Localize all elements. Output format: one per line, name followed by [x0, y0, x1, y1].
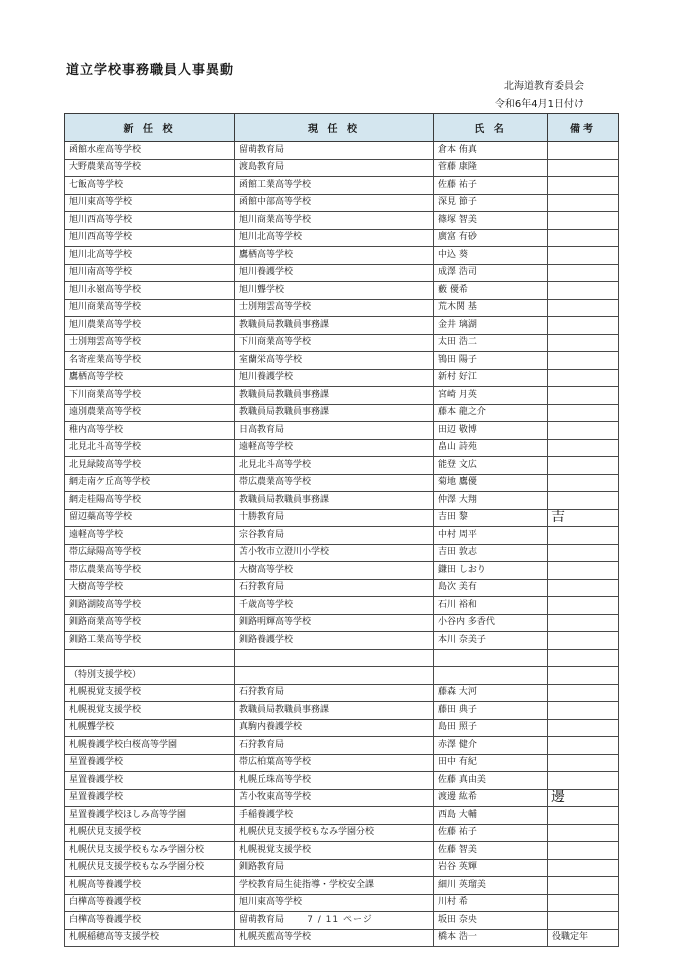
cell-new-school: 遠別農業高等学校 [65, 404, 235, 422]
cell-name: 石川 裕和 [434, 597, 548, 615]
cell-current-school: 千歳高等学校 [235, 597, 434, 615]
cell-name: 川村 希 [434, 894, 548, 912]
cell-name: 赤澤 健介 [434, 737, 548, 755]
table-row [65, 439, 619, 457]
table-row [65, 649, 619, 667]
personnel-table [64, 113, 619, 947]
table-row [65, 212, 619, 230]
cell-current-school: 下川商業高等学校 [235, 334, 434, 352]
table-row [65, 317, 619, 335]
table-row [65, 527, 619, 545]
cell-current-school: 宗谷教育局 [235, 527, 434, 545]
cell-name: 深見 節子 [434, 194, 548, 212]
table-row [65, 264, 619, 282]
cell-name: 菊地 鷹優 [434, 474, 548, 492]
header-new-school: 新 任 校 [65, 114, 235, 142]
table-row [65, 737, 619, 755]
cell-note [548, 737, 619, 755]
table-row [65, 282, 619, 300]
cell-current-school: 学校教育局生徒指導・学校安全課 [235, 877, 434, 895]
cell-note: 吉 [548, 509, 619, 527]
table-row [65, 824, 619, 842]
cell-note: 役職定年 [548, 929, 619, 947]
cell-new-school: 大野農業高等学校 [65, 159, 235, 177]
table-row [65, 457, 619, 475]
cell-note [548, 387, 619, 405]
cell-current-school: 釧路明輝高等学校 [235, 614, 434, 632]
cell-current-school: 釧路養護学校 [235, 632, 434, 650]
table-row [65, 929, 619, 947]
cell-note [548, 894, 619, 912]
table-row [65, 754, 619, 772]
table-row [65, 387, 619, 405]
cell-new-school: 旭川東高等学校 [65, 194, 235, 212]
cell-note [548, 877, 619, 895]
table-body [65, 142, 619, 947]
cell-current-school: 手稲養護学校 [235, 807, 434, 825]
table-row [65, 877, 619, 895]
cell-name: 橋本 浩一 [434, 929, 548, 947]
cell-name [434, 649, 548, 667]
table-row [65, 369, 619, 387]
table-row [65, 159, 619, 177]
cell-name: 藤森 大河 [434, 684, 548, 702]
cell-new-school: 函館水産高等学校 [65, 142, 235, 160]
cell-name: 廣富 有砂 [434, 229, 548, 247]
cell-new-school: 大樹高等学校 [65, 579, 235, 597]
cell-note [548, 474, 619, 492]
cell-new-school: 留辺蘂高等学校 [65, 509, 235, 527]
cell-note [548, 177, 619, 195]
table-row [65, 229, 619, 247]
cell-current-school: 函館工業高等学校 [235, 177, 434, 195]
cell-note: 邊 [548, 789, 619, 807]
cell-note [548, 649, 619, 667]
cell-name: 佐藤 真由美 [434, 772, 548, 790]
cell-new-school: 士別翔雲高等学校 [65, 334, 235, 352]
cell-name: 中村 周平 [434, 527, 548, 545]
cell-current-school: 石狩教育局 [235, 737, 434, 755]
table-row [65, 579, 619, 597]
table-header-row [65, 114, 619, 142]
table-row [65, 807, 619, 825]
cell-current-school: 札幌視覚支援学校 [235, 842, 434, 860]
table-row [65, 142, 619, 160]
cell-current-school: 大樹高等学校 [235, 562, 434, 580]
cell-note [548, 492, 619, 510]
cell-note [548, 194, 619, 212]
cell-current-school: 士別翔雲高等学校 [235, 299, 434, 317]
cell-new-school: （特別支援学校） [65, 667, 235, 685]
cell-new-school: 北見北斗高等学校 [65, 439, 235, 457]
cell-name: 宮崎 月英 [434, 387, 548, 405]
cell-new-school: 札幌高等養護学校 [65, 877, 235, 895]
table-row [65, 789, 619, 807]
table-row [65, 632, 619, 650]
cell-current-school: 渡島教育局 [235, 159, 434, 177]
cell-current-school: 石狩教育局 [235, 684, 434, 702]
cell-name: 渡邊 紘希 [434, 789, 548, 807]
cell-new-school: 星置養護学校 [65, 789, 235, 807]
cell-name: 吉田 敦志 [434, 544, 548, 562]
cell-name: 坂田 奈央 [434, 912, 548, 930]
table-row [65, 684, 619, 702]
table-row [65, 492, 619, 510]
cell-name: 田中 有紀 [434, 754, 548, 772]
table-row [65, 404, 619, 422]
cell-new-school: 白樺高等養護学校 [65, 894, 235, 912]
cell-current-school: 教職員局教職員事務課 [235, 404, 434, 422]
cell-current-school: 石狩教育局 [235, 579, 434, 597]
cell-current-school: 留萌教育局 [235, 142, 434, 160]
cell-new-school: 旭川西高等学校 [65, 229, 235, 247]
cell-note [548, 824, 619, 842]
cell-new-school: 旭川農業高等学校 [65, 317, 235, 335]
cell-name [434, 667, 548, 685]
cell-note [548, 369, 619, 387]
cell-new-school: 名寄産業高等学校 [65, 352, 235, 370]
cell-current-school: 教職員局教職員事務課 [235, 702, 434, 720]
table-row [65, 334, 619, 352]
cell-name: 成澤 浩司 [434, 264, 548, 282]
cell-note [548, 859, 619, 877]
cell-new-school: 旭川西高等学校 [65, 212, 235, 230]
cell-name: 能登 文広 [434, 457, 548, 475]
cell-note [548, 247, 619, 265]
table-row [65, 597, 619, 615]
cell-current-school: 日高教育局 [235, 422, 434, 440]
cell-current-school [235, 649, 434, 667]
cell-current-school: 北見北斗高等学校 [235, 457, 434, 475]
table-row [65, 667, 619, 685]
cell-new-school: 帯広農業高等学校 [65, 562, 235, 580]
cell-note [548, 457, 619, 475]
table-row [65, 509, 619, 527]
cell-note [548, 667, 619, 685]
table-row [65, 719, 619, 737]
table-row [65, 894, 619, 912]
cell-current-school: 旭川東高等学校 [235, 894, 434, 912]
table-row [65, 474, 619, 492]
table-row [65, 702, 619, 720]
cell-name: 新村 好江 [434, 369, 548, 387]
cell-current-school: 真駒内養護学校 [235, 719, 434, 737]
cell-note [548, 142, 619, 160]
cell-name: 太田 浩二 [434, 334, 548, 352]
cell-note [548, 299, 619, 317]
cell-note [548, 229, 619, 247]
cell-current-school: 帯広農業高等学校 [235, 474, 434, 492]
cell-note [548, 282, 619, 300]
cell-new-school: 札幌伏見支援学校もなみ学園分校 [65, 842, 235, 860]
cell-new-school: 札幌伏見支援学校もなみ学園分校 [65, 859, 235, 877]
cell-current-school: 苫小牧市立澄川小学校 [235, 544, 434, 562]
cell-name: 菅藤 康隆 [434, 159, 548, 177]
cell-note [548, 597, 619, 615]
cell-name: 西島 大輔 [434, 807, 548, 825]
header-note: 備考 [548, 114, 619, 142]
cell-name: 田辺 敬博 [434, 422, 548, 440]
cell-note [548, 614, 619, 632]
cell-note [548, 632, 619, 650]
cell-new-school: 旭川商業高等学校 [65, 299, 235, 317]
cell-new-school: 釧路工業高等学校 [65, 632, 235, 650]
cell-name: 佐藤 祐子 [434, 824, 548, 842]
cell-new-school: 札幌視覚支援学校 [65, 702, 235, 720]
cell-note [548, 404, 619, 422]
cell-current-school: 札幌伏見支援学校もなみ学園分校 [235, 824, 434, 842]
cell-name: 島田 照子 [434, 719, 548, 737]
table-row [65, 422, 619, 440]
cell-new-school: 下川商業高等学校 [65, 387, 235, 405]
cell-current-school: 苫小牧東高等学校 [235, 789, 434, 807]
cell-current-school: 釧路教育局 [235, 859, 434, 877]
cell-note [548, 719, 619, 737]
cell-name: 佐藤 智美 [434, 842, 548, 860]
cell-note [548, 422, 619, 440]
cell-note [548, 579, 619, 597]
cell-current-school: 十勝教育局 [235, 509, 434, 527]
cell-name: 鎌田 しおり [434, 562, 548, 580]
cell-name: 藪 優希 [434, 282, 548, 300]
cell-current-school: 遠軽高等学校 [235, 439, 434, 457]
table-row [65, 614, 619, 632]
cell-new-school: 札幌伏見支援学校 [65, 824, 235, 842]
cell-new-school: 釧路湖陵高等学校 [65, 597, 235, 615]
cell-current-school: 帯広柏葉高等学校 [235, 754, 434, 772]
cell-note [548, 527, 619, 545]
organization-name: 北海道教育委員会 [504, 81, 584, 92]
table-row [65, 352, 619, 370]
table-row [65, 859, 619, 877]
cell-new-school: 星置養護学校 [65, 754, 235, 772]
cell-name: 細川 英瑠美 [434, 877, 548, 895]
cell-name: 小谷内 多香代 [434, 614, 548, 632]
cell-current-school: 札幌丘珠高等学校 [235, 772, 434, 790]
cell-new-school: 釧路商業高等学校 [65, 614, 235, 632]
page-footer: 7 / 11 ページ [307, 915, 373, 925]
table-row [65, 177, 619, 195]
cell-name: 岩谷 英輝 [434, 859, 548, 877]
cell-note [548, 439, 619, 457]
cell-new-school: 旭川南高等学校 [65, 264, 235, 282]
cell-new-school: 札幌養護学校白桜高等学園 [65, 737, 235, 755]
cell-new-school: 網走南ケ丘高等学校 [65, 474, 235, 492]
cell-new-school: 北見緑陵高等学校 [65, 457, 235, 475]
table-row [65, 772, 619, 790]
cell-name: 畠山 詩苑 [434, 439, 548, 457]
header-current-school: 現 任 校 [235, 114, 434, 142]
cell-name: 荒木関 基 [434, 299, 548, 317]
cell-note [548, 842, 619, 860]
cell-current-school: 教職員局教職員事務課 [235, 387, 434, 405]
cell-current-school: 旭川北高等学校 [235, 229, 434, 247]
cell-new-school: 稚内高等学校 [65, 422, 235, 440]
cell-new-school: 札幌聾学校 [65, 719, 235, 737]
cell-name: 鴇田 陽子 [434, 352, 548, 370]
table-row [65, 842, 619, 860]
cell-note [548, 754, 619, 772]
header-name: 氏 名 [434, 114, 548, 142]
cell-note [548, 544, 619, 562]
cell-note [548, 317, 619, 335]
cell-name: 篠塚 智美 [434, 212, 548, 230]
table-row [65, 299, 619, 317]
cell-name: 仲澤 大翔 [434, 492, 548, 510]
cell-note [548, 702, 619, 720]
cell-name: 中込 葵 [434, 247, 548, 265]
cell-new-school: 旭川北高等学校 [65, 247, 235, 265]
effective-date: 令和6年4月1日付け [494, 99, 584, 110]
cell-name: 金井 璃湖 [434, 317, 548, 335]
cell-name: 島次 美有 [434, 579, 548, 597]
cell-current-school: 旭川養護学校 [235, 264, 434, 282]
cell-new-school: 鷹栖高等学校 [65, 369, 235, 387]
cell-current-school: 教職員局教職員事務課 [235, 492, 434, 510]
cell-note [548, 352, 619, 370]
table-row [65, 247, 619, 265]
cell-note [548, 807, 619, 825]
cell-name: 吉田 黎 [434, 509, 548, 527]
document-meta [495, 78, 584, 114]
cell-new-school: 遠軽高等学校 [65, 527, 235, 545]
cell-new-school: 七飯高等学校 [65, 177, 235, 195]
cell-name: 佐藤 祐子 [434, 177, 548, 195]
cell-current-school: 旭川養護学校 [235, 369, 434, 387]
cell-current-school: 教職員局教職員事務課 [235, 317, 434, 335]
cell-name: 藤本 龍之介 [434, 404, 548, 422]
cell-current-school: 留萌教育局 [235, 912, 434, 930]
cell-current-school: 旭川聾学校 [235, 282, 434, 300]
page-title: 道立学校事務職員人事異動 [66, 63, 235, 78]
cell-current-school: 旭川商業高等学校 [235, 212, 434, 230]
cell-note [548, 772, 619, 790]
cell-new-school: 札幌稲穂高等支援学校 [65, 929, 235, 947]
cell-current-school: 札幌英藍高等学校 [235, 929, 434, 947]
cell-new-school: 旭川永嶺高等学校 [65, 282, 235, 300]
cell-new-school: 帯広緑陽高等学校 [65, 544, 235, 562]
cell-new-school: 星置養護学校 [65, 772, 235, 790]
table-row [65, 562, 619, 580]
cell-current-school: 鷹栖高等学校 [235, 247, 434, 265]
table-row [65, 544, 619, 562]
cell-note [548, 212, 619, 230]
cell-note [548, 684, 619, 702]
cell-name: 本川 奈美子 [434, 632, 548, 650]
cell-new-school: 白樺高等養護学校 [65, 912, 235, 930]
cell-note [548, 264, 619, 282]
cell-current-school: 函館中部高等学校 [235, 194, 434, 212]
cell-note [548, 159, 619, 177]
table-row [65, 194, 619, 212]
cell-name: 倉本 侑真 [434, 142, 548, 160]
cell-note [548, 562, 619, 580]
cell-current-school [235, 667, 434, 685]
cell-new-school: 網走桂陽高等学校 [65, 492, 235, 510]
cell-new-school: 星置養護学校ほしみ高等学園 [65, 807, 235, 825]
cell-new-school: 札幌視覚支援学校 [65, 684, 235, 702]
cell-name: 藤田 典子 [434, 702, 548, 720]
cell-note [548, 334, 619, 352]
cell-new-school [65, 649, 235, 667]
cell-current-school: 室蘭栄高等学校 [235, 352, 434, 370]
